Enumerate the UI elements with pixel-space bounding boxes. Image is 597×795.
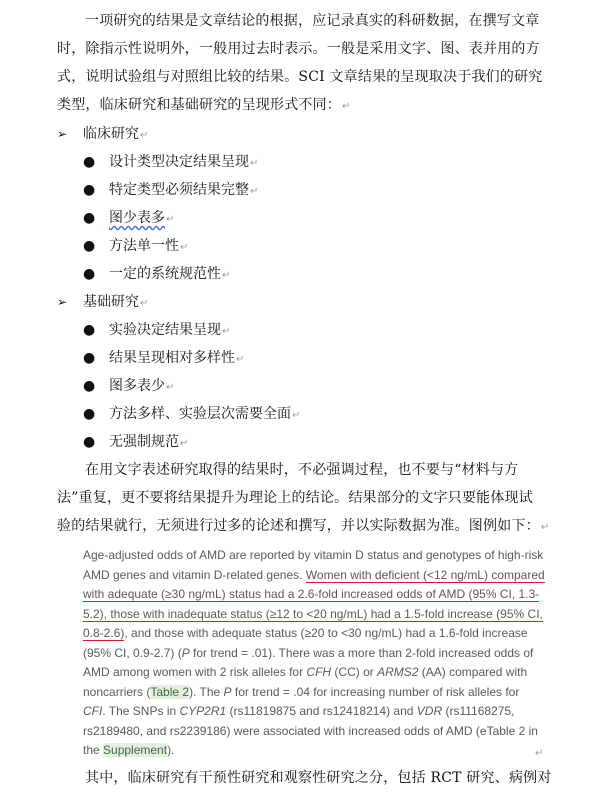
paragraph-mark: ↵ [535, 748, 544, 759]
clinical-heading-text: 临床研究 [83, 126, 139, 142]
basic-item-1 [83, 316, 230, 346]
excerpt-italic: CFH [306, 665, 332, 679]
excerpt-text: for trend = .04 for increasing number of risk alleles for [231, 684, 520, 699]
excerpt-italic: CYP2R1 [179, 704, 227, 718]
bullet-icon: ● [83, 210, 96, 226]
clinical-item-1 [83, 148, 258, 178]
excerpt-line: Age-adjusted odds of AMD are reported by vitamin D status and genotypes of high-risk [83, 548, 544, 562]
excerpt-text: ). [167, 743, 175, 757]
excerpt-line [83, 741, 553, 761]
excerpt-italic: CFI [83, 704, 103, 718]
excerpt-text: noncarriers ( [83, 684, 151, 699]
excerpt-line [83, 585, 553, 605]
bullet-icon: ● [83, 378, 96, 394]
clinical-item-4 [83, 232, 188, 262]
excerpt-line [83, 624, 553, 644]
paragraph-mark: ↵ [236, 354, 245, 365]
basic-heading [57, 288, 148, 318]
excerpt-text: (95% CI, 0.9-2.7) ( [83, 645, 182, 660]
paragraph-mark: ↵ [540, 522, 550, 533]
arrow-bullet-icon: ➢ [57, 295, 68, 309]
example-excerpt [83, 546, 553, 761]
paragraph-mark: ↵ [180, 242, 189, 253]
intro-line-1: 一项研究的结果是文章结论的根据，应记录真实的科研数据，在撰写文章 [85, 13, 540, 29]
excerpt-text: (rs11168275, [442, 704, 515, 718]
excerpt-text: ). The [189, 684, 224, 699]
paragraph-mark: ↵ [166, 382, 175, 393]
clinical-item-text-spellcheck[interactable]: 图少表多 [109, 210, 165, 226]
intro-line-4-text: 类型，临床研究和基础研究的呈现形式不同： [57, 97, 341, 113]
excerpt-underlined-text: Women with deficient (<12 ng/mL) compared [305, 567, 545, 582]
excerpt-text: , and those with adequate status (≥20 to <30 ng/mL) had a 1.6-fold increase [124, 626, 528, 640]
basic-item-text: 图多表少 [109, 378, 165, 394]
excerpt-line [83, 702, 553, 722]
text-paragraph [57, 456, 557, 542]
paragraph-mark: ↵ [140, 298, 149, 309]
basic-item-2 [83, 344, 244, 374]
basic-item-3 [83, 372, 174, 402]
excerpt-underlined-text: 5.2), those with inadequate status (≥12 to <20 ng/mL) had a 1.5-fold increase (95% CI, [83, 606, 543, 621]
excerpt-line [83, 566, 553, 586]
paragraph-mark: ↵ [222, 270, 231, 281]
bullet-icon: ● [83, 406, 96, 422]
clinical-item-text: 一定的系统规范性 [109, 266, 221, 282]
closing-line: 其中，临床研究有干预性研究和观察性研究之分，包括 RCT 研究、病例对 [85, 770, 552, 786]
excerpt-italic: ARMS2 [377, 665, 419, 679]
paragraph-mark: ↵ [140, 130, 149, 141]
table-2-link[interactable]: Table 2 [150, 684, 190, 699]
intro-paragraph [57, 7, 557, 121]
excerpt-underlined-text: 0.8-2.6) [83, 626, 125, 640]
intro-line-4 [57, 91, 557, 121]
text-line-3 [57, 512, 557, 542]
paragraph-mark: ↵ [180, 438, 189, 449]
basic-item-5 [83, 428, 188, 458]
excerpt-text: AMD among women with 2 risk alleles for [83, 665, 307, 679]
text-line-2: 法”重复，更不要将结果提升为理论上的结论。结果部分的文字只要能体现试 [57, 490, 533, 506]
excerpt-line [83, 663, 553, 683]
clinical-item-2 [83, 176, 258, 206]
supplement-link[interactable]: Supplement [103, 743, 168, 757]
excerpt-italic: VDR [416, 704, 443, 718]
bullet-icon: ● [83, 350, 96, 366]
text-line-1: 在用文字表述研究取得的结果时，不必强调过程，也不要与“材料与方 [85, 462, 519, 478]
bullet-icon: ● [83, 182, 96, 198]
basic-item-text: 结果呈现相对多样性 [109, 350, 235, 366]
basic-item-4 [83, 400, 300, 430]
excerpt-text: for trend = .01). There was a more than 2-fold increased odds of [189, 645, 534, 660]
clinical-item-5 [83, 260, 230, 290]
intro-line-3: 式，说明试验组与对照组比较的结果。SCI 文章结果的呈现取决于我们的研究 [57, 69, 543, 85]
bullet-icon: ● [83, 154, 96, 170]
clinical-item-text: 方法单一性 [109, 238, 179, 254]
paragraph-mark: ↵ [292, 410, 301, 421]
excerpt-text: . The SNPs in [102, 704, 180, 718]
basic-heading-text: 基础研究 [83, 294, 139, 310]
excerpt-text: AMD genes and vitamin D-related genes. [83, 567, 306, 582]
excerpt-line [83, 605, 553, 625]
excerpt-italic: P [223, 684, 232, 699]
closing-paragraph [57, 764, 557, 792]
paragraph-mark: ↵ [250, 186, 259, 197]
excerpt-line [83, 683, 553, 703]
clinical-item-text: 特定类型必须结果完整 [109, 182, 249, 198]
basic-item-text: 实验决定结果呈现 [109, 322, 221, 338]
paragraph-mark: ↵ [222, 326, 231, 337]
excerpt-line [83, 644, 553, 664]
basic-item-text: 方法多样、实验层次需要全面 [109, 406, 291, 422]
bullet-icon: ● [83, 322, 96, 338]
excerpt-text: (rs11819875 and rs12418214) and [226, 704, 417, 718]
excerpt-text: (CC) or [331, 665, 378, 679]
bullet-icon: ● [83, 434, 96, 450]
clinical-item-3 [83, 204, 174, 234]
basic-item-text: 无强制规范 [109, 434, 179, 450]
paragraph-mark: ↵ [166, 214, 175, 225]
excerpt-line: rs2189480, and rs2239186) were associated with increased odds of AMD (eTable 2 in [83, 723, 538, 738]
clinical-item-text: 设计类型决定结果呈现 [109, 154, 249, 170]
intro-line-2: 时，除指示性说明外，一般用过去时表示。一般是采用文字、图、表并用的方 [57, 41, 540, 57]
excerpt-text: (AA) compared with [418, 665, 528, 679]
clinical-heading [57, 120, 148, 150]
paragraph-mark: ↵ [342, 101, 351, 112]
bullet-icon: ● [83, 266, 96, 282]
excerpt-italic: P [181, 645, 190, 660]
arrow-bullet-icon: ➢ [57, 127, 68, 141]
excerpt-underlined-text: with adequate (≥30 ng/mL) status had a 2.6-fold increased odds of AMD (95% CI, 1.3- [83, 587, 540, 601]
text-line-3-text: 验的结果就行，无须进行过多的论述和撰写，并以实际数据为准。图例如下： [57, 518, 540, 534]
excerpt-text: the [83, 743, 104, 757]
paragraph-mark: ↵ [250, 158, 259, 169]
bullet-icon: ● [83, 238, 96, 254]
